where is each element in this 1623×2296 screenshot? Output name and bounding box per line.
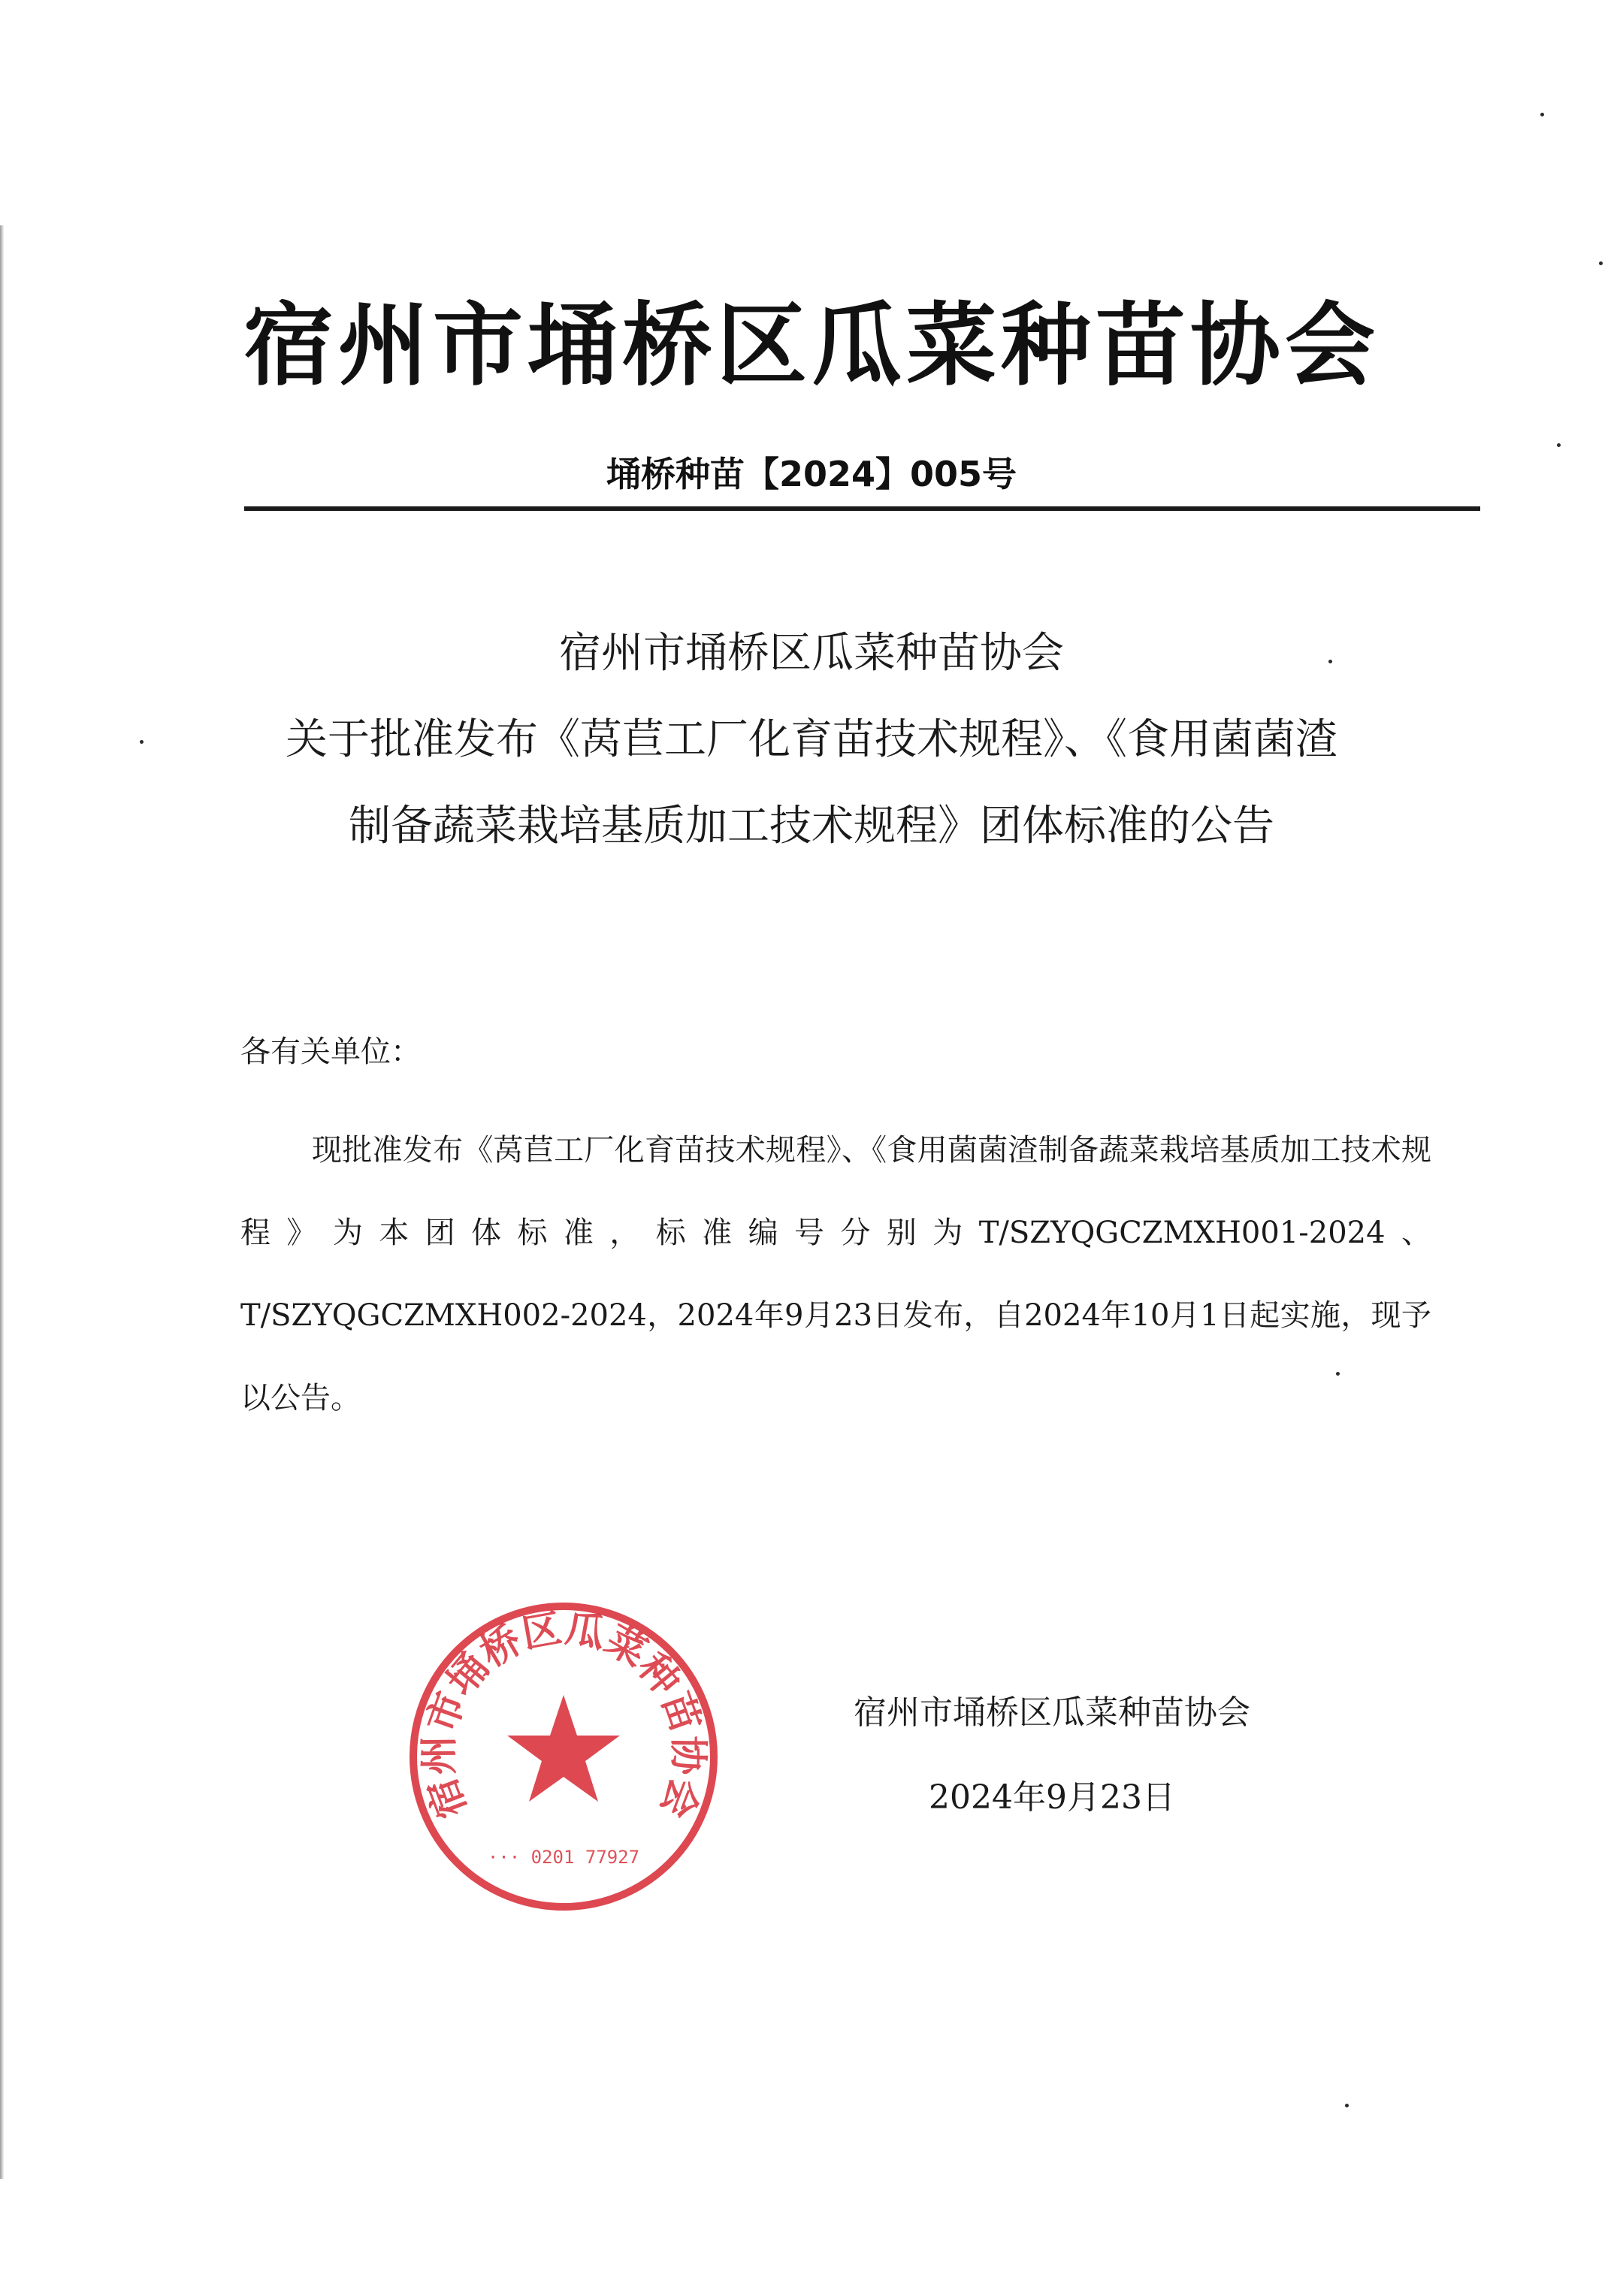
notice-title — [188, 610, 1435, 869]
scan-speck — [1599, 261, 1603, 265]
scan-edge-shadow — [0, 225, 4, 2179]
header-divider — [244, 506, 1480, 511]
scan-speck — [1557, 443, 1561, 447]
seal-star-icon — [507, 1695, 620, 1802]
salutation: 各有关单位： — [240, 1035, 421, 1069]
notice-title-line-3: 制备蔬菜栽培基质加工技术规程》团体标准的公告 — [349, 802, 1274, 850]
seal-text: 宿州市埇桥区瓜菜种苗协会 — [416, 1606, 711, 1824]
scan-speck — [140, 740, 144, 744]
seal-code: ··· 0201 77927 — [487, 1847, 640, 1868]
signature-date: 2024年9月23日 — [929, 1778, 1175, 1817]
notice-title-line-1: 宿州市埇桥区瓜菜种苗协会 — [559, 629, 1064, 678]
org-header-title: 宿州市埇桥区瓜菜种苗协会 — [243, 294, 1380, 398]
document-number: 埇桥种苗【2024】005号 — [606, 454, 1017, 494]
notice-title-line-2: 关于批准发布《莴苣工厂化育苗技术规程》、《食用菌菌渣 — [286, 715, 1337, 764]
signature-organization: 宿州市埇桥区瓜菜种苗协会 — [854, 1693, 1250, 1732]
official-seal — [406, 1599, 721, 1914]
scan-speck — [1540, 113, 1544, 116]
scan-speck — [1345, 2104, 1349, 2107]
body-paragraph: 现批准发布《莴苣工厂化育苗技术规程》、《食用菌菌渣制备蔬菜栽培基质加工技术规程》为本团体标准，标准编号分别为T/SZYQGCZMXH001-2024、T/SZYQGCZMXH002-2024，2024年9月23日发布，自2024年10月1日起实施，现予以公告。 — [240, 1133, 1431, 1415]
